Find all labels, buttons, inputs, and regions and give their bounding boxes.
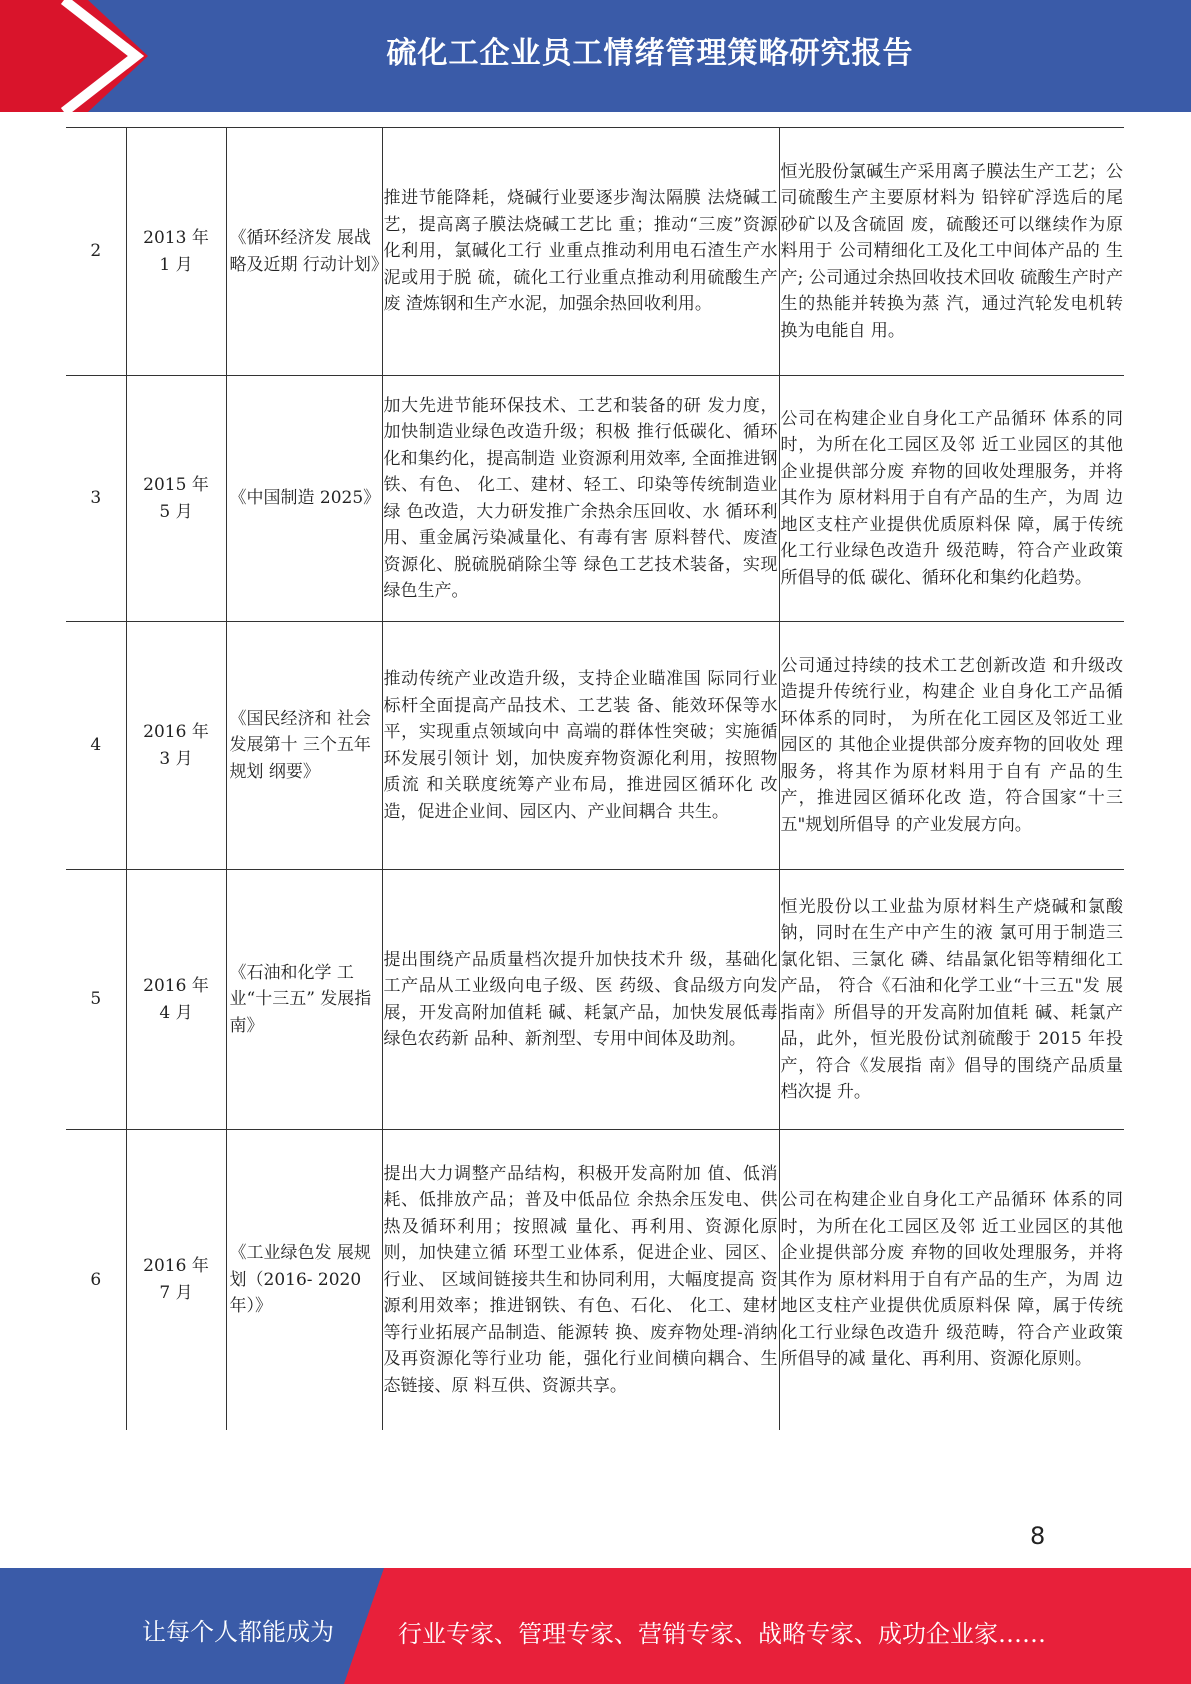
row-number: 3 xyxy=(66,376,126,622)
table-row xyxy=(66,376,1124,622)
table-row xyxy=(66,870,1124,1130)
date-month: 7 月 xyxy=(159,1282,193,1303)
policy-name: 《中国制造 2025》 xyxy=(226,376,382,622)
row-number: 5 xyxy=(66,870,126,1130)
date-month: 1 月 xyxy=(159,254,193,275)
table-row xyxy=(66,622,1124,870)
policy-name: 《国民经济和 社会发展第十 三个五年规划 纲要》 xyxy=(226,622,382,870)
date-month: 5 月 xyxy=(159,501,193,522)
date-year: 2016 年 xyxy=(143,722,209,742)
policy-table xyxy=(66,127,1124,1430)
page-header xyxy=(0,0,1191,112)
policy-content: 提出围绕产品质量档次提升加快技术升 级，基础化工产品从工业级向电子级、医 药级、食品级方向发展，开发高附加值耗 碱、耗氯产品，加快发展低毒绿色农药新 品种、新剂型、专用中间体及助剂。 xyxy=(382,870,779,1130)
company-measures: 公司通过持续的技术工艺创新改造 和升级改造提升传统行业，构建企 业自身化工产品循环体系的同时， 为所在化工园区及邻近工业园区的 其他企业提供部分废弃物的回收处 理服务，将其作为原材料用于自有 产品的生产，推进园区循环化改 造，符合国家“十三五"规划所倡导 的产业发展方向。 xyxy=(779,622,1124,870)
policy-content: 推进节能降耗，烧碱行业要逐步淘汰隔膜 法烧碱工艺，提高离子膜法烧碱工艺比 重；推动“三废”资源化利用，氯碱化工行 业重点推动利用电石渣生产水泥或用于脱 硫，硫化工行业重点推动利用硫酸生产废 渣炼钢和生产水泥，加强余热回收利用。 xyxy=(382,128,779,376)
row-number: 4 xyxy=(66,622,126,870)
table-row xyxy=(66,128,1124,376)
table-row xyxy=(66,1130,1124,1430)
company-measures: 公司在构建企业自身化工产品循环 体系的同时，为所在化工园区及邻 近工业园区的其他企业提供部分废 弃物的回收处理服务，并将其作为 原材料用于自有产品的生产，为周 边地区支柱产业提供优质原料保 障，属于传统化工行业绿色改造升 级范畴，符合产业政策所倡导的低 碳化、循环化和集约化趋势。 xyxy=(779,376,1124,622)
policy-content: 提出大力调整产品结构，积极开发高附加 值、低消耗、低排放产品；普及中低品位 余热余压发电、供热及循环利用；按照减 量化、再利用、资源化原则，加快建立循 环型工业体系，促进企业、园区、行业、 区域间链接共生和协同利用，大幅度提高 资源利用效率；推进钢铁、有色、石化、 化工、建材等行业拓展产品制造、能源转 换、废弃物处理-消纳及再资源化等行业功 能，强化行业间横向耦合、生态链接、原 料互供、资源共享。 xyxy=(382,1130,779,1430)
policy-name: 《石油和化学 工业“十三五” 发展指南》 xyxy=(226,870,382,1130)
policy-content: 推动传统产业改造升级，支持企业瞄准国 际同行业标杆全面提高产品技术、工艺装 备、能效环保等水平，实现重点领域向中 高端的群体性突破；实施循环发展引领计 划，加快废弃物资源化利用，按照物质流 和关联度统筹产业布局，推进园区循环化 改造，促进企业间、园区内、产业间耦合 共生。 xyxy=(382,622,779,870)
policy-name: 《循环经济发 展战略及近期 行动计划》 xyxy=(226,128,382,376)
row-date xyxy=(126,622,226,870)
row-date xyxy=(126,1130,226,1430)
date-year: 2016 年 xyxy=(143,976,209,996)
company-measures: 恒光股份以工业盐为原材料生产烧碱和氯酸钠，同时在生产中产生的液 氯可用于制造三氯化铝、三氯化 磷、结晶氯化铝等精细化工产品， 符合《石油和化学工业“十三五"发 展指南》所倡导的开发高附加值耗 碱、耗氯产品，此外，恒光股份试剂硫酸于 2015 年投产，符合《发展指 南》倡导的围绕产品质量档次提 升。 xyxy=(779,870,1124,1130)
row-number: 6 xyxy=(66,1130,126,1430)
date-year: 2013 年 xyxy=(143,228,209,248)
date-month: 3 月 xyxy=(159,748,193,769)
page-number: 8 xyxy=(1030,1522,1046,1550)
row-date xyxy=(126,376,226,622)
row-number: 2 xyxy=(66,128,126,376)
company-measures: 公司在构建企业自身化工产品循环 体系的同时，为所在化工园区及邻 近工业园区的其他企业提供部分废 弃物的回收处理服务，并将其作为 原材料用于自有产品的生产，为周 边地区支柱产业提供优质原料保 障，属于传统化工行业绿色改造升 级范畴，符合产业政策所倡导的减 量化、再利用、资源化原则。 xyxy=(779,1130,1124,1430)
company-measures: 恒光股份氯碱生产采用离子膜法生产工艺；公司硫酸生产主要原材料为 铅锌矿浮选后的尾砂矿以及含硫固 废，硫酸还可以继续作为原料用于 公司精细化工及化工中间体产品的 生产; 公司通过余热回收技术回收 硫酸生产时产生的热能并转换为蒸 汽，通过汽轮发电机转换为电能自 用。 xyxy=(779,128,1124,376)
report-title: 硫化工企业员工情绪管理策略研究报告 xyxy=(386,36,914,71)
date-year: 2016 年 xyxy=(143,1256,209,1277)
policy-content: 加大先进节能环保技术、工艺和装备的研 发力度，加快制造业绿色改造升级；积极 推行低碳化、循环化和集约化，提高制造 业资源利用效率, 全面推进钢铁、有色、 化工、建材、轻工、印染等传统制造业绿 色改造，大力研发推广余热余压回收、水 循环利用、重金属污染减量化、有毒有害 原料替代、废渣资源化、脱硫脱硝除尘等 绿色工艺技术装备，实现绿色生产。 xyxy=(382,376,779,622)
row-date xyxy=(126,128,226,376)
date-month: 4 月 xyxy=(159,1002,193,1023)
footer-slogan-right: 行业专家、管理专家、营销专家、战略专家、成功企业家…… xyxy=(398,1620,1046,1648)
row-date xyxy=(126,870,226,1130)
footer-slogan-left: 让每个人都能成为 xyxy=(142,1618,334,1646)
date-year: 2015 年 xyxy=(143,475,209,495)
policy-name: 《工业绿色发 展规划（2016- 2020 年）》 xyxy=(226,1130,382,1430)
